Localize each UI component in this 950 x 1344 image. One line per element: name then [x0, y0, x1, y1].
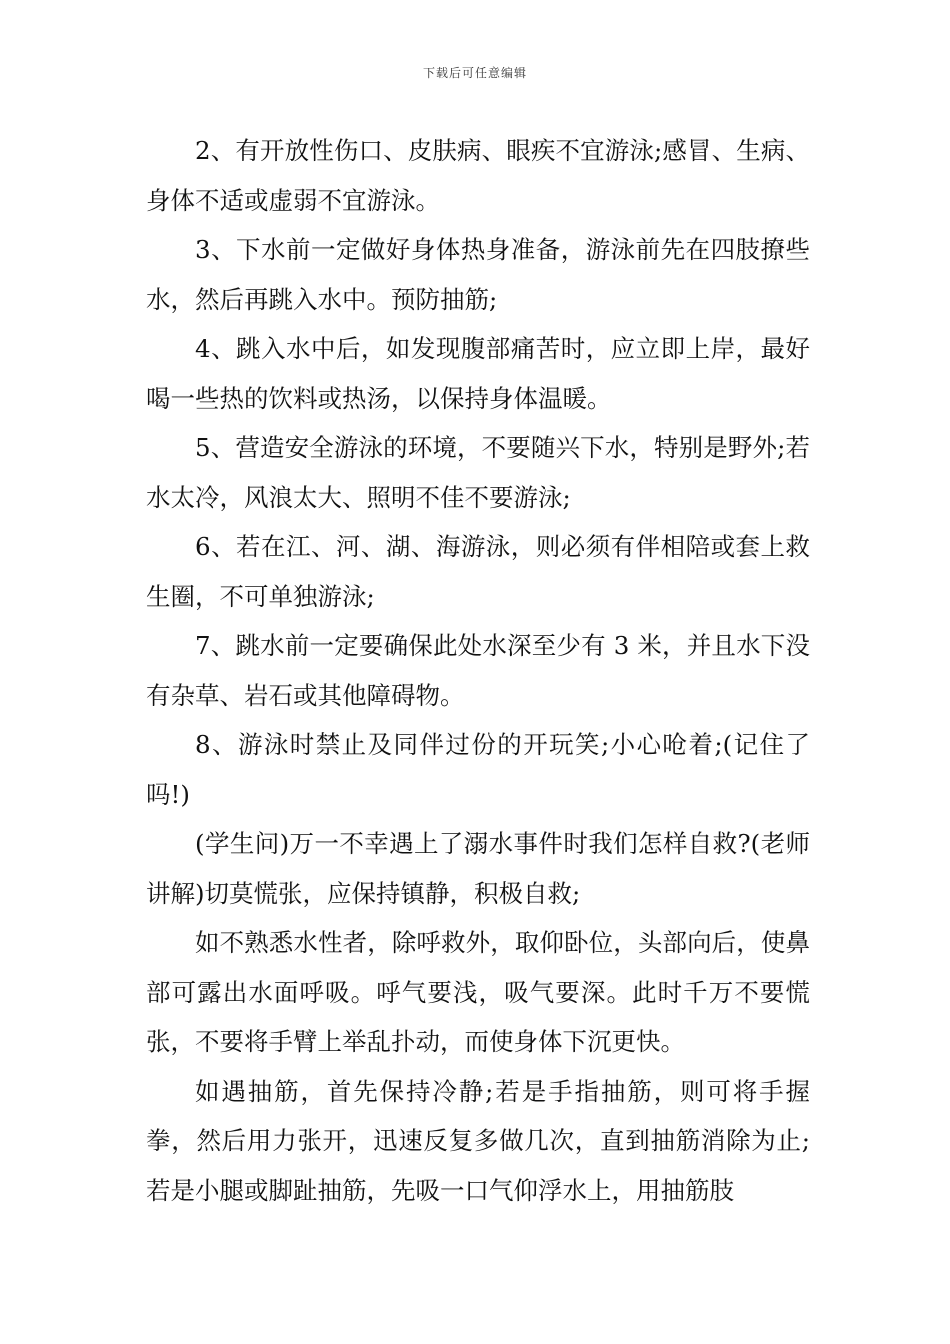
- page-header-note: 下载后可任意编辑: [422, 66, 527, 80]
- paragraph-non-swimmer-advice: 如不熟悉水性者，除呼救外，取仰卧位，头部向后，使鼻部可露出水面呼吸。呼气要浅，吸气要深。此时千万不要慌张，不要将手臂上举乱扑动，而使身体下沉更快。: [146, 928, 810, 1056]
- paragraph-item-4: 4、跳入水中后，如发现腹部痛苦时，应立即上岸，最好喝一些热的饮料或热汤，以保持身体温暖。: [146, 334, 810, 413]
- paragraph-cramp-advice: 如遇抽筋，首先保持冷静;若是手指抽筋，则可将手握拳，然后用力张开，迅速反复多做几次，直到抽筋消除为止;若是小腿或脚趾抽筋，先吸一口气仰浮水上，用抽筋肢: [146, 1076, 810, 1205]
- paragraph-student-question: (学生问)万一不幸遇上了溺水事件时我们怎样自救?(老师讲解)切莫慌张，应保持镇静，积极自救;: [146, 829, 810, 908]
- paragraph-item-8: 8、游泳时禁止及同伴过份的开玩笑;小心呛着;(记住了吗!): [146, 730, 810, 809]
- paragraph-item-6: 6、若在江、河、湖、海游泳，则必须有伴相陪或套上救生圈，不可单独游泳;: [146, 532, 810, 611]
- paragraph-item-5: 5、营造安全游泳的环境，不要随兴下水，特别是野外;若水太冷，风浪太大、照明不佳不要游泳;: [146, 433, 810, 512]
- paragraph-item-2: 2、有开放性伤口、皮肤病、眼疾不宜游泳;感冒、生病、身体不适或虚弱不宜游泳。: [146, 136, 810, 215]
- paragraph-item-3: 3、下水前一定做好身体热身准备，游泳前先在四肢撩些水，然后再跳入水中。预防抽筋;: [146, 235, 810, 314]
- paragraph-item-7: 7、跳水前一定要确保此处水深至少有 3 米，并且水下没有杂草、岩石或其他障碍物。: [146, 631, 810, 710]
- document-body: [146, 126, 810, 1215]
